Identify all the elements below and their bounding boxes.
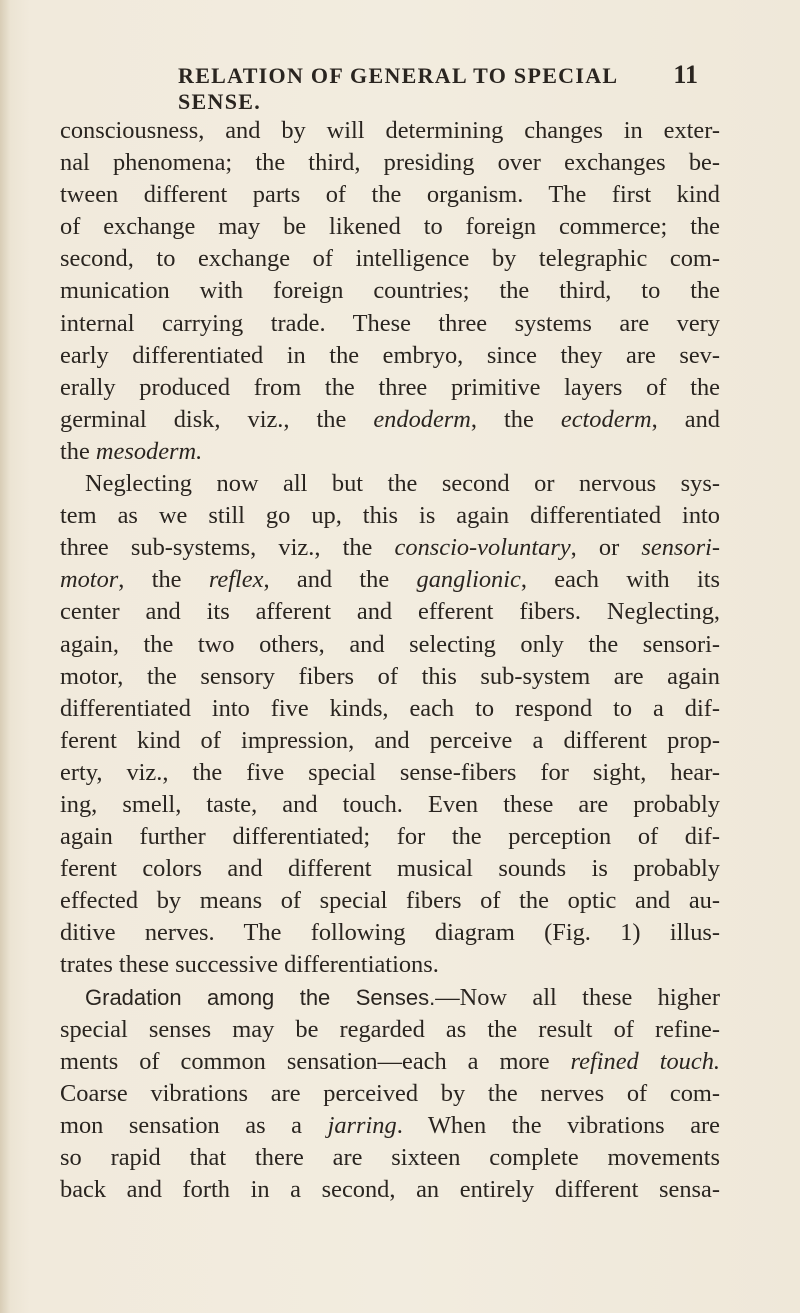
text-run: of exchange may be likened to foreign commerce; the (60, 213, 720, 241)
text-run: . When the vibrations are (396, 1111, 720, 1139)
italic-term: sensori- (641, 534, 720, 562)
italic-term: endoderm (373, 405, 471, 433)
text-line (60, 308, 720, 340)
text-run: three sub-systems, viz., the (60, 534, 395, 562)
text-run: again further differentiated; for the perception of dif- (60, 823, 720, 851)
text-run: the (60, 437, 96, 465)
italic-term: refined touch. (570, 1047, 720, 1075)
text-line (60, 243, 720, 275)
text-run: special senses may be regarded as the result of refine- (60, 1015, 720, 1043)
text-run: Coarse vibrations are perceived by the nerves of com- (60, 1079, 720, 1107)
text-run: so rapid that there are sixteen complete movements (60, 1144, 720, 1171)
text-line (60, 1078, 720, 1110)
text-line (60, 179, 720, 211)
text-line (60, 372, 720, 404)
text-line (60, 211, 720, 243)
text-run: munication with foreign countries; the third, to the (60, 277, 720, 305)
text-line (60, 693, 720, 725)
text-run: trates these successive differentiations. (60, 951, 439, 979)
text-line (60, 436, 720, 468)
text-run: center and its afferent and efferent fibers. Neglecting, (60, 598, 720, 626)
italic-term: conscio-voluntary (394, 534, 571, 562)
italic-term: jarring (327, 1111, 397, 1139)
body-text (60, 115, 720, 1206)
text-run: , the (470, 405, 561, 433)
text-run: , each with its (520, 566, 720, 594)
italic-term: ganglionic (416, 566, 521, 594)
italic-term: ectoderm (560, 405, 652, 433)
text-line (60, 917, 720, 949)
text-line (60, 725, 720, 757)
text-line (60, 661, 720, 693)
page-gutter (0, 0, 10, 1313)
text-line (60, 853, 720, 885)
text-line (60, 468, 720, 500)
running-head: RELATION OF GENERAL TO SPECIAL SENSE. (178, 63, 618, 114)
text-run: ferent colors and different musical sounds is probably (60, 855, 720, 883)
text-line (60, 340, 720, 372)
text-run: tween different parts of the organism. The first kind (60, 181, 720, 209)
text-line (60, 147, 720, 179)
text-line (60, 1110, 720, 1142)
text-line (60, 757, 720, 789)
text-run: mon sensation as a (60, 1111, 328, 1139)
italic-term: mesoderm. (95, 437, 203, 465)
text-run: erally produced from the three primitive layers of the (60, 373, 720, 401)
text-line (60, 821, 720, 853)
text-run: consciousness, and by will determining changes in exter- (60, 117, 720, 144)
text-run: , and the (263, 566, 417, 594)
text-run: , or (570, 534, 642, 562)
text-run: internal carrying trade. These three systems are very (60, 309, 720, 337)
text-run: , and (651, 405, 720, 433)
text-run: tem as we still go up, this is again differentiated into (60, 502, 720, 530)
text-run: early differentiated in the embryo, since they are sev- (60, 341, 720, 369)
text-run: effected by means of special fibers of the optic and au- (60, 887, 720, 915)
text-line (60, 1014, 720, 1046)
page-header (178, 60, 698, 115)
text-line (60, 629, 720, 661)
text-run: , the (118, 566, 209, 594)
text-run: ditive nerves. The following diagram (Fig. 1) illus- (60, 919, 720, 947)
italic-term: reflex (208, 566, 264, 594)
section-heading: Gradation among the Senses. (85, 984, 436, 1010)
text-run: back and forth in a second, an entirely different sensa- (60, 1176, 720, 1204)
text-run: motor, the sensory fibers of this sub-system are again (60, 662, 720, 690)
text-run: ing, smell, taste, and touch. Even these are probably (60, 790, 720, 818)
page-number: 11 (673, 60, 698, 89)
text-line (60, 885, 720, 917)
text-run: second, to exchange of intelligence by telegraphic com- (60, 245, 720, 273)
italic-term: motor (60, 566, 119, 594)
text-line (60, 982, 720, 1014)
text-run: again, the two others, and selecting only the sensori- (60, 630, 720, 658)
text-run: differentiated into five kinds, each to respond to a dif- (60, 694, 720, 722)
text-run: Neglecting now all but the second or nervous sys- (85, 470, 720, 498)
text-line (60, 564, 720, 596)
text-run: —Now all these higher (435, 983, 720, 1011)
text-line (60, 949, 720, 981)
text-line (60, 596, 720, 628)
text-run: erty, viz., the five special sense-fibers for sight, hear- (60, 758, 720, 786)
text-line (60, 404, 720, 436)
text-line (60, 789, 720, 821)
text-run: nal phenomena; the third, presiding over exchanges be- (60, 149, 720, 177)
text-run: germinal disk, viz., the (60, 405, 374, 433)
text-line (60, 500, 720, 532)
text-run: ments of common sensation—each a more (60, 1047, 571, 1075)
text-line (60, 1046, 720, 1078)
text-line (60, 115, 720, 147)
text-line (60, 275, 720, 307)
text-line (60, 1174, 720, 1206)
text-line (60, 532, 720, 564)
text-run: ferent kind of impression, and perceive a different prop- (60, 726, 720, 754)
text-line (60, 1142, 720, 1174)
